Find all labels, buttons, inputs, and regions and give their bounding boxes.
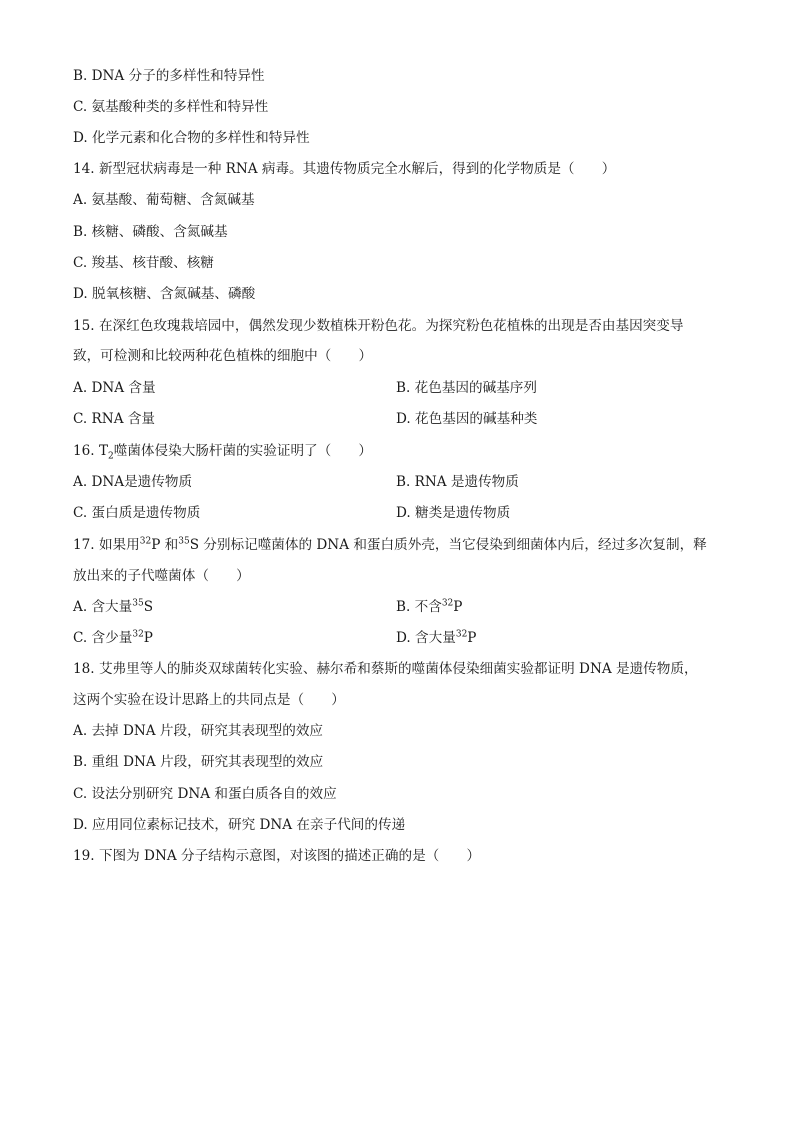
q18-stem-line1: 18. 艾弗里等人的肺炎双球菌转化实验、赫尔希和蔡斯的噬菌体侵染细菌实验都证明 DNA 是遗传物质， [73, 661, 698, 677]
q17-option-b [396, 597, 462, 617]
q15-option-d: D. 花色基因的碱基种类 [396, 411, 538, 427]
q17-stem-line1 [73, 535, 707, 555]
q17-option-b-suffix: P [453, 599, 463, 615]
q17-option-a-suffix: S [143, 599, 154, 615]
q16-option-b: B. RNA 是遗传物质 [396, 474, 519, 490]
q17-option-d [396, 628, 476, 648]
q13-option-d: D. 化学元素和化合物的多样性和特异性 [73, 130, 310, 146]
q19-stem: 19. 下图为 DNA 分子结构示意图，对该图的描述正确的是（ ） [73, 848, 481, 864]
q17-option-c-sup: 32 [132, 629, 144, 640]
q17-sup1: 32 [139, 536, 152, 547]
q17-option-c [73, 628, 153, 648]
q13-option-c: C. 氨基酸种类的多样性和特异性 [73, 99, 269, 115]
q18-stem-line2: 这两个实验在设计思路上的共同点是（ ） [73, 692, 345, 708]
q15-option-c: C. RNA 含量 [73, 411, 156, 427]
q16-stem-subscript: 2 [108, 451, 114, 462]
q16-option-d: D. 糖类是遗传物质 [396, 505, 511, 521]
q14-option-a: A. 氨基酸、葡萄糖、含氮碱基 [73, 192, 255, 208]
q13-option-b: B. DNA 分子的多样性和特异性 [73, 68, 265, 84]
q17-option-c-prefix: C. 含少量 [73, 630, 133, 646]
q16-stem-suffix: 噬菌体侵染大肠杆菌的实验证明了（ ） [113, 443, 373, 459]
q15-stem-line1: 15. 在深红色玫瑰栽培园中，偶然发现少数植株开粉色花。为探究粉色花植株的出现是否由基因突变导 [73, 318, 684, 334]
q18-option-c: C. 设法分别研究 DNA 和蛋白质各自的效应 [73, 786, 337, 802]
q17-option-d-prefix: D. 含大量 [396, 630, 456, 646]
q15-option-b: B. 花色基因的碱基序列 [396, 380, 537, 396]
q17-option-d-sup: 32 [455, 629, 468, 640]
q15-stem-line2: 致，可检测和比较两种花色植株的细胞中（ ） [73, 348, 373, 364]
q17-option-a [73, 597, 153, 617]
q17-option-b-prefix: B. 不含 [396, 599, 442, 615]
q14-option-b: B. 核糖、磷酸、含氮碱基 [73, 224, 228, 240]
q16-stem-prefix: 16. T [73, 443, 109, 459]
q17-option-a-prefix: A. 含大量 [73, 599, 133, 615]
q17-stem-line2: 放出来的子代噬菌体（ ） [73, 568, 250, 584]
q14-option-d: D. 脱氧核糖、含氮碱基、磷酸 [73, 286, 256, 302]
q17-stem-part1: 17. 如果用 [73, 537, 140, 553]
q18-option-a: A. 去掉 DNA 片段，研究其表现型的效应 [73, 723, 324, 739]
q16-option-c: C. 蛋白质是遗传物质 [73, 505, 201, 521]
q17-sup2: 35 [178, 536, 190, 547]
q17-option-d-suffix: P [467, 630, 477, 646]
q18-option-d: D. 应用同位素标记技术，研究 DNA 在亲子代间的传递 [73, 817, 406, 833]
q14-stem: 14. 新型冠状病毒是一种 RNA 病毒。其遗传物质完全水解后，得到的化学物质是（ ） [73, 161, 616, 177]
q14-option-c: C. 羧基、核苷酸、核糖 [73, 255, 214, 271]
q17-stem-part3: S 分别标记噬菌体的 DNA 和蛋白质外壳，当它侵染到细菌体内后，经过多次复制，释 [189, 537, 707, 553]
q17-option-a-sup: 35 [132, 598, 144, 609]
q15-option-a: A. DNA 含量 [73, 380, 156, 396]
q18-option-b: B. 重组 DNA 片段，研究其表现型的效应 [73, 754, 324, 770]
q16-stem [73, 441, 372, 461]
q17-stem-part2: P 和 [151, 537, 179, 553]
q17-option-c-suffix: P [143, 630, 153, 646]
q16-option-a: A. DNA是遗传物质 [73, 474, 193, 490]
q17-option-b-sup: 32 [441, 598, 454, 609]
